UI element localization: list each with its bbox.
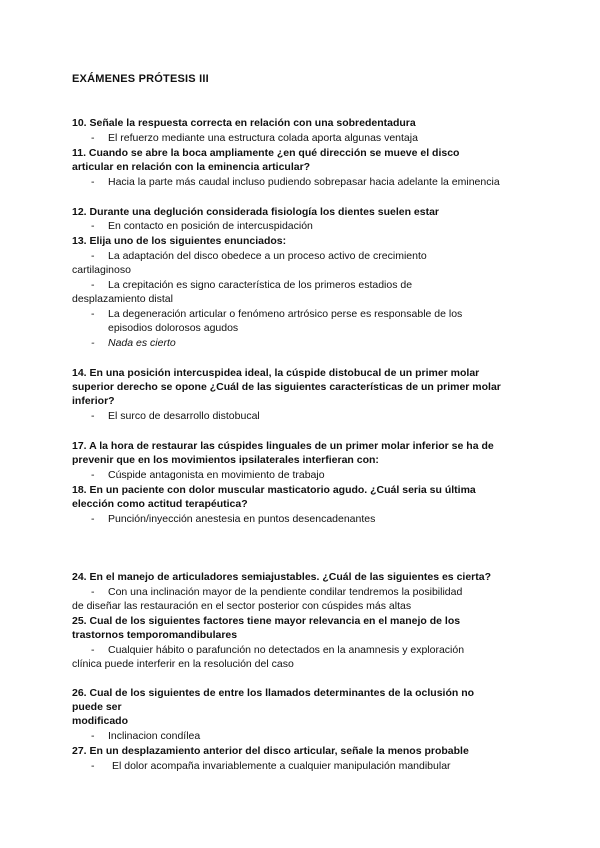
question-24: 24. En el manejo de articuladores semiajustables. ¿Cuál de las siguientes es cierta? — [72, 571, 492, 583]
answer-bullet: - — [91, 513, 95, 525]
answer-bullet: - — [91, 410, 95, 422]
answer-bullet: - — [91, 132, 95, 144]
answer-13-option-2-cont: desplazamiento distal — [72, 293, 173, 305]
question-26-line-1: 26. Cual de los siguientes de entre los llamados determinantes de la oclusión no — [72, 687, 475, 699]
question-17-line-1: 17. A la hora de restaurar las cúspides linguales de un primer molar inferior se ha de — [72, 440, 494, 452]
question-18-line-2: elección como actitud terapéutica? — [72, 498, 248, 510]
answer-17: Cúspide antagonista en movimiento de trabajo — [108, 469, 325, 481]
answer-bullet: - — [91, 220, 95, 232]
answer-bullet: - — [91, 760, 95, 772]
answer-10: El refuerzo mediante una estructura colada aporta algunas ventaja — [108, 132, 418, 144]
question-10: 10. Señale la respuesta correcta en relación con una sobredentadura — [72, 117, 416, 129]
answer-27: El dolor acompaña invariablemente a cualquier manipulación mandibular — [112, 760, 451, 772]
question-26-line-2: puede ser — [72, 701, 122, 713]
question-14-line-2: superior derecho se opone ¿Cuál de las siguientes características de un primer molar — [72, 381, 501, 393]
question-25-line-1: 25. Cual de los siguientes factores tiene mayor relevancia en el manejo de los — [72, 615, 461, 627]
answer-14: El surco de desarrollo distobucal — [108, 410, 260, 422]
answer-13-option-1-cont: cartilaginoso — [72, 264, 131, 276]
answer-bullet: - — [91, 279, 95, 291]
answer-bullet: - — [91, 250, 95, 262]
question-11-line-2: articular en relación con la eminencia articular? — [72, 161, 311, 173]
answer-bullet: - — [91, 308, 95, 320]
answer-13-option-3-cont: episodios dolorosos agudos — [108, 322, 239, 334]
answer-bullet: - — [91, 730, 95, 742]
question-17-line-2: prevenir que en los movimientos ipsilaterales interfieran con: — [72, 454, 379, 466]
answer-13-option-4: Nada es cierto — [108, 337, 176, 349]
answer-bullet: - — [91, 644, 95, 656]
question-14-line-1: 14. En una posición intercuspidea ideal, la cúspide distobucal de un primer molar — [72, 367, 480, 379]
page-title: EXÁMENES PRÓTESIS III — [72, 73, 209, 85]
answer-11: Hacia la parte más caudal incluso pudiendo sobrepasar hacia adelante la eminencia — [108, 176, 500, 188]
answer-13-option-1: La adaptación del disco obedece a un proceso activo de crecimiento — [108, 250, 427, 262]
answer-13-option-3: La degeneración articular o fenómeno artrósico perse es responsable de los — [108, 308, 463, 320]
answer-bullet: - — [91, 586, 95, 598]
answer-24-cont: de diseñar las restauración en el sector posterior con cúspides más altas — [72, 600, 412, 612]
answer-13-option-2: La crepitación es signo característica de los primeros estadios de — [108, 279, 413, 291]
answer-24: Con una inclinación mayor de la pendiente condilar tendremos la posibilidad — [108, 586, 463, 598]
answer-25-cont: clínica puede interferir en la resolución del caso — [72, 658, 294, 670]
question-18-line-1: 18. En un paciente con dolor muscular masticatorio agudo. ¿Cuál seria su última — [72, 484, 476, 496]
question-12: 12. Durante una deglución considerada fisiología los dientes suelen estar — [72, 206, 440, 218]
answer-bullet: - — [91, 176, 95, 188]
question-27: 27. En un desplazamiento anterior del disco articular, señale la menos probable — [72, 745, 469, 757]
answer-18: Punción/inyección anestesia en puntos desencadenantes — [108, 513, 376, 525]
answer-26: Inclinacion condílea — [108, 730, 201, 742]
answer-bullet: - — [91, 469, 95, 481]
question-25-line-2: trastornos temporomandibulares — [72, 629, 238, 641]
answer-bullet: - — [91, 337, 95, 349]
question-14-line-3: inferior? — [72, 395, 115, 407]
question-26-line-3: modificado — [72, 715, 129, 727]
question-11-line-1: 11. Cuando se abre la boca ampliamente ¿en qué dirección se mueve el disco — [72, 147, 460, 159]
question-13: 13. Elija uno de los siguientes enunciados: — [72, 235, 287, 247]
answer-12: En contacto en posición de intercuspidación — [108, 220, 313, 232]
answer-25: Cualquier hábito o parafunción no detectados en la anamnesis y exploración — [108, 644, 465, 656]
